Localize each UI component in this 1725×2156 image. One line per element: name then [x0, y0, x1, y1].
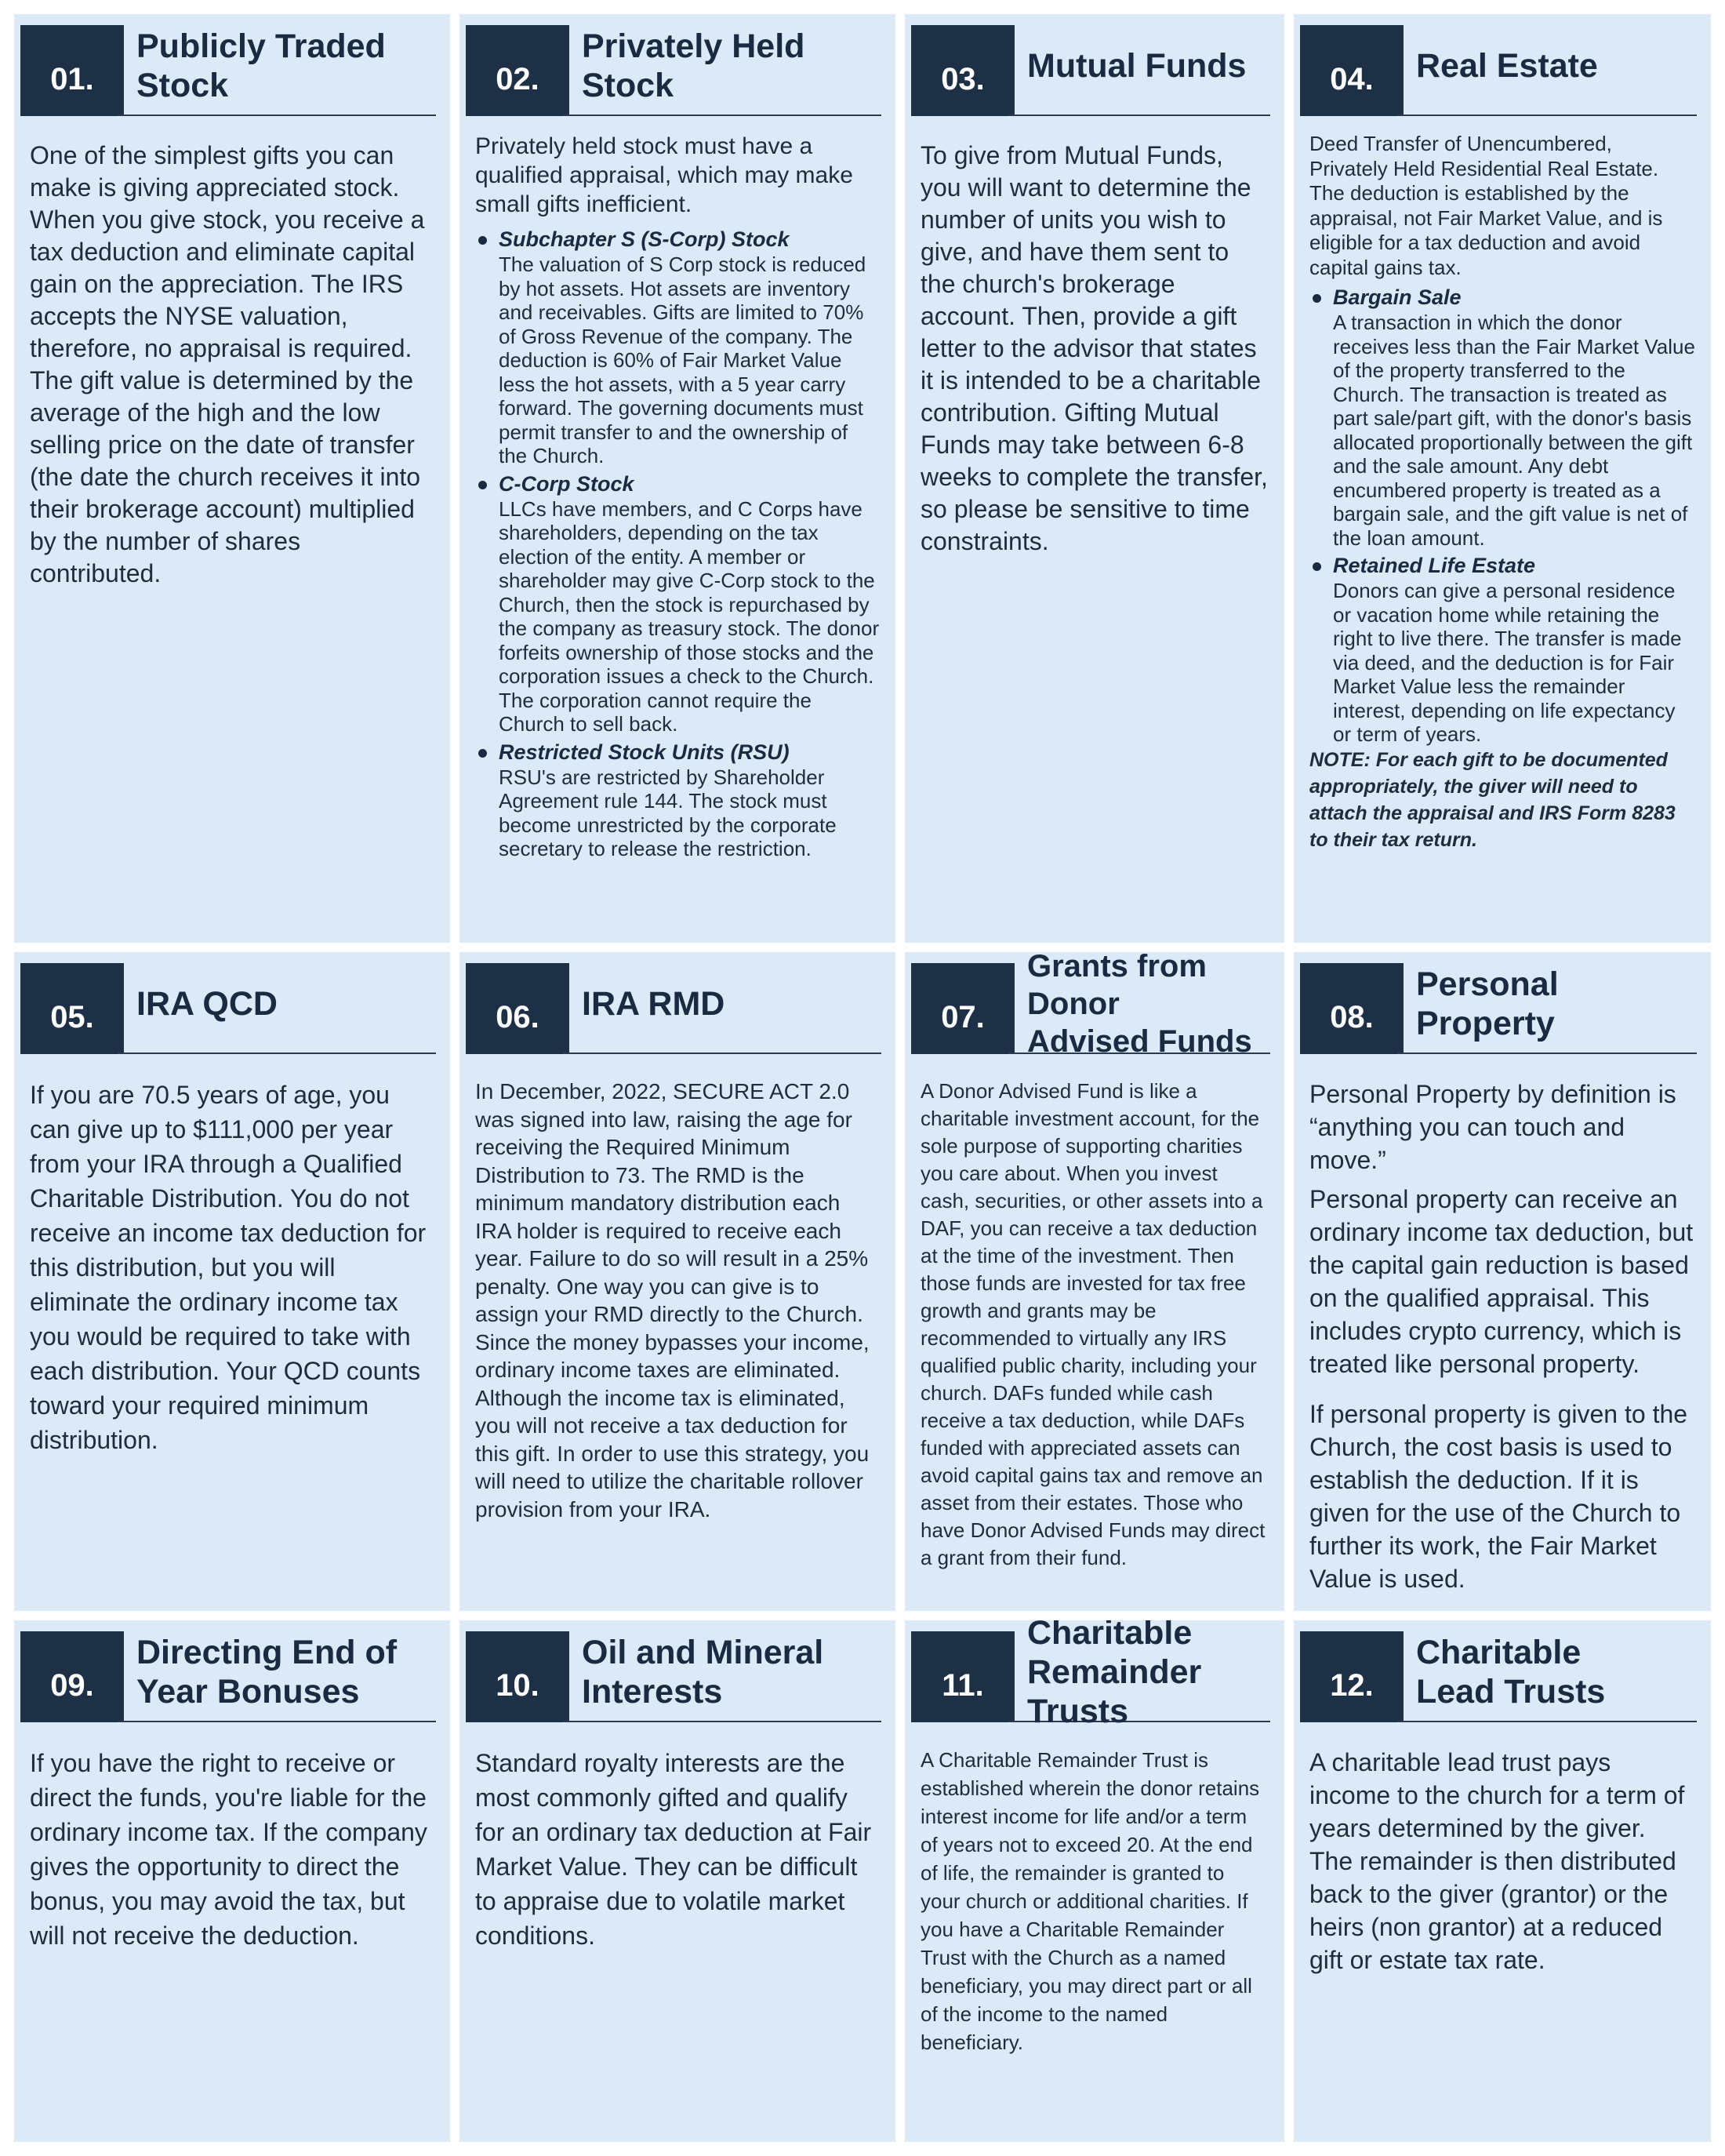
card-charitable-remainder-trusts — [905, 1620, 1284, 2142]
card-title: IRA QCD — [118, 963, 436, 1054]
card-title: Mutual Funds — [1008, 25, 1270, 116]
card-title: Grants from Donor Advised Funds — [1008, 963, 1270, 1054]
list-item-heading: Restricted Stock Units (RSU) — [475, 740, 880, 765]
card-title: Real Estate — [1397, 25, 1697, 116]
card-title: Personal Property — [1397, 963, 1697, 1054]
list-item — [475, 471, 880, 736]
list-item — [475, 740, 880, 861]
list-item-text: LLCs have members, and C Corps have shareholders, depending on the tax election of the entity. A member or shareholder may give C-Corp stock to the Church, then the stock is repurchased by the company as treasury stock. The donor forfeits ownership of those stocks and the corporation issues a check to the Church. The corporation cannot require the Church to sell back. — [499, 496, 880, 736]
card-body — [475, 132, 880, 861]
card-ira-rmd — [459, 952, 895, 1611]
card-number: 12. — [1300, 1631, 1404, 1722]
card-number: 04. — [1300, 25, 1404, 116]
card-publicly-traded-stock — [14, 14, 450, 943]
card-number: 11. — [911, 1631, 1015, 1722]
card-title: Privately Held Stock — [563, 25, 881, 116]
card-title: Publicly Traded Stock — [118, 25, 436, 116]
card-note: NOTE: For each gift to be documented appropriately, the giver will need to attach the appraisal and IRS Form 8283 to their tax return. — [1309, 748, 1676, 851]
card-number: 10. — [466, 1631, 569, 1722]
card-body: A Donor Advised Fund is like a charitable investment account, for the sole purpose of supporting charities you care about. When you invest cash, securities, or other assets into a DAF, you can receive a tax deduction at the time of the investment. Then those funds are invested for tax free growth and grants may be recommended to virtually any IRS qualified public charity, including your church. DAFs funded while cash receive a tax deduction, while DAFs funded with appreciated assets can avoid capital gains tax and remove an asset from their estates. Those who have Donor Advised Funds may direct a grant from their fund. — [921, 1079, 1266, 1569]
card-title: Charitable Lead Trusts — [1397, 1631, 1697, 1722]
list-item — [1309, 553, 1695, 747]
card-donor-advised-funds — [905, 952, 1284, 1611]
card-intro: Deed Transfer of Unencumbered, Privately Held Residential Real Estate. The deduction is established by the appraisal, not Fair Market Value, and is eligible for a tax deduction and avoid capital gains tax. — [1309, 132, 1663, 279]
card-body — [1309, 132, 1695, 853]
paragraph: If personal property is given to the Church, the cost basis is used to establish the deduction. If it is given for the use of the Church to further its work, the Fair Market Value is used. — [1309, 1400, 1688, 1593]
card-number: 02. — [466, 25, 569, 116]
card-body: A charitable lead trust pays income to the church for a term of years determined by the giver. The remainder is then distributed back to the giver (grantor) or the heirs (non grantor) at a reduced gift or estate tax rate. — [1309, 1748, 1685, 1974]
list-item-text: Donors can give a personal residence or vacation home while retaining the right to live there. The transfer is made via deed, and the deduction is for Fair Market Value less the remainder interest, depending on life expectancy or term of years. — [1333, 579, 1682, 746]
card-number: 03. — [911, 25, 1015, 116]
list-item-text: RSU's are restricted by Shareholder Agreement rule 144. The stock must become unrestricted by the corporate secretary to release the restriction. — [499, 765, 837, 860]
card-number: 01. — [20, 25, 124, 116]
card-body: If you are 70.5 years of age, you can give up to $111,000 per year from your IRA through a Qualified Charitable Distribution. You do not receive an income tax deduction for this distribution, but you will eliminate the ordinary income tax you would be required to take with each distribution. Your QCD counts toward your required minimum distribution. — [30, 1081, 427, 1454]
card-body: A Charitable Remainder Trust is established wherein the donor retains interest income for life and/or a term of years not to exceed 20. At the end of life, the remainder is granted to your church or additional charities. If you have a Charitable Remainder Trust with the Church as a named beneficiary, you may direct part or all of the income to the named beneficiary. — [921, 1748, 1260, 2054]
card-mutual-funds — [905, 14, 1284, 943]
card-number: 07. — [911, 963, 1015, 1054]
list-item-heading: Bargain Sale — [1309, 285, 1695, 311]
card-end-of-year-bonuses — [14, 1620, 450, 2142]
card-ira-qcd — [14, 952, 450, 1611]
list-item-heading: C-Corp Stock — [475, 471, 880, 497]
list-item-text: The valuation of S Corp stock is reduced by hot assets. Hot assets are inventory and receivables. Gifts are limited to 70% of Gross Revenue of the company. The deduction is 60% of Fair Market Value less the hot assets, with a 5 year carry forward. The governing documents must permit transfer to and the ownership of the Church. — [499, 253, 866, 467]
list-item-heading: Subchapter S (S-Corp) Stock — [475, 227, 880, 253]
card-number: 05. — [20, 963, 124, 1054]
list-item-text: A transaction in which the donor receives less than the Fair Market Value of the property transferred to the Church. The transaction is treated as part sale/part gift, with the donor's basis allocated proportionally between the gift and the sale amount. Any debt encumbered property is treated as a bargain sale, and the gift value is net of the loan amount. — [1333, 311, 1695, 550]
card-body — [1309, 1078, 1695, 1595]
card-body: To give from Mutual Funds, you will want to determine the number of units you wish to give, and have them sent to the church's brokerage account. Then, provide a gift letter to the advisor that states it is intended to be a charitable contribution. Gifting Mutual Funds may take between 6-8 weeks to complete the transfer, so please be sensitive to time constraints. — [921, 141, 1268, 555]
card-number: 08. — [1300, 963, 1404, 1054]
list-item — [1309, 285, 1695, 550]
paragraph: Personal property can receive an ordinary income tax deduction, but the capital gain reduction is based on the qualified appraisal. This includes crypto currency, which is treated like personal property. — [1309, 1185, 1694, 1378]
card-title: Oil and Mineral Interests — [563, 1631, 881, 1722]
card-privately-held-stock — [459, 14, 895, 943]
card-body: In December, 2022, SECURE ACT 2.0 was signed into law, raising the age for receiving the Required Minimum Distribution to 73. The RMD is the minimum mandatory distribution each IRA holder is required to receive each year. Failure to do so will result in a 25% penalty. One way you can give is to assign your RMD directly to the Church. Since the money bypasses your income, ordinary income taxes are eliminated. Although the income tax is eliminated, you will not receive a tax deduction for this gift. In order to use this strategy, you will need to utilize the charitable rollover provision from your IRA. — [475, 1079, 870, 1522]
card-body: If you have the right to receive or direct the funds, you're liable for the ordinary income tax. If the company gives the opportunity to direct the bonus, you may avoid the tax, but will not receive the deduction. — [30, 1749, 427, 1950]
card-intro: Privately held stock must have a qualified appraisal, which may make small gifts inefficient. — [475, 133, 853, 217]
card-body: One of the simplest gifts you can make is giving appreciated stock. When you give stock, you receive a tax deduction and eliminate capital gain on the appreciation. The IRS accepts the NYSE valuation, therefore, no appraisal is required. The gift value is determined by the average of the high and the low selling price on the date of transfer (the date the church receives it into their brokerage account) multiplied by the number of shares contributed. — [30, 141, 425, 587]
card-body: Standard royalty interests are the most commonly gifted and qualify for an ordinary tax deduction at Fair Market Value. They can be difficult to appraise due to volatile market conditions. — [475, 1749, 872, 1950]
card-charitable-lead-trusts — [1294, 1620, 1711, 2142]
card-title: Directing End of Year Bonuses — [118, 1631, 436, 1722]
list-item — [475, 227, 880, 468]
card-number: 09. — [20, 1631, 124, 1722]
card-real-estate — [1294, 14, 1711, 943]
card-title: Charitable Remainder Trusts — [1008, 1631, 1270, 1722]
card-oil-and-mineral-interests — [459, 1620, 895, 2142]
card-title: IRA RMD — [563, 963, 881, 1054]
card-number: 06. — [466, 963, 569, 1054]
paragraph: Personal Property by definition is “anything you can touch and move.” — [1309, 1080, 1676, 1174]
card-personal-property — [1294, 952, 1711, 1611]
list-item-heading: Retained Life Estate — [1309, 553, 1695, 579]
